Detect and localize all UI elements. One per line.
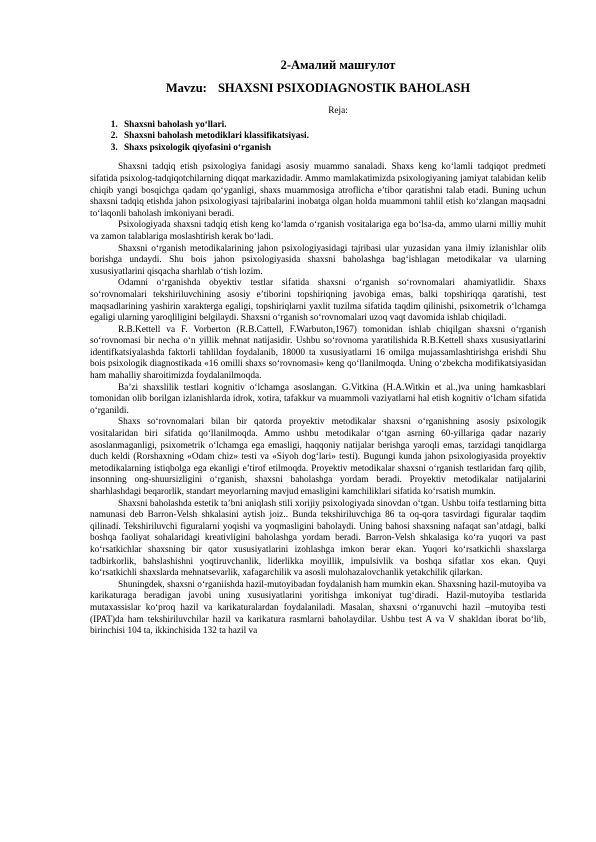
paragraph: Shaxs so‘rovnomalari bilan bir qatorda proyektiv metodikalar shaxsni o‘rganishning asosiy psixologik vositalaridan biri sifatida qo‘llanilmoqda. Ammo ushbu metodikalar o‘tgan asrning 60-yillariga qadar nazariy asoslanmaganligi, psixometrik o‘lchamga ega emasligi, haqqoniy natijalar berishga yaroqli emas, tarzidagi tanqidlarga duch keldi (Rorshaxning «Odam chiz» testi va «Siyoh dog‘lari» testi). Bugungi kunda jahon psixologiyasida proyektiv metodikalarning istiqbolga ega ekanligi e’tirof etilmoqda. Proyektiv metodikalar shaxsni o‘rganish testlaridan farq qilib, insonning ong-shuursizligini o‘rganish, shaxsni baholashga yordam beradi. Proyektiv metodikalar natijalarini sharhlashdagi beqarorlik, standart meyorlarning mavjud emasligini kamchiliklari sifatida ko‘rsatish mumkin. — [90, 417, 546, 497]
subject-label: Mavzu: — [165, 81, 207, 95]
plan-item: 1. Shaxsni baholash yo‘llari. — [120, 120, 546, 132]
subject-text: SHAXSNI PSIXODIAGNOSTIK BAHOLASH — [217, 81, 471, 95]
plan-heading: Reja: — [328, 106, 348, 116]
subject-line — [90, 81, 546, 96]
plan-item: 2. Shaxsni baholash metodiklari klassifikatsiyasi. — [120, 131, 546, 143]
paragraph: Shuningdek, shaxsni o‘rganiishda hazil-mutoyibadan foydalanish ham mumkin ekan. Shaxsning hazil-mutoyiba va karikaturaga beradigan javobi uning xususiyatlarini yoritishga imkoniyat tug‘diradi. Hazil-mutoyiba testlarida mutaxassislar ko‘proq hazil va karikaturalardan foydalaniladi. Masalan, shaxsni o‘rganuvchi hazil –mutoyiba testi (IPAT)da ham tekshiriluvchilar hazil va karikatura rasmlarni baholaydilar. Ushbu test A va V shakldan iborat bo‘lib, birinchisi 104 ta, ikkinchisida 132 ta hazil va — [90, 579, 546, 637]
body-text — [90, 162, 546, 637]
plan-list — [90, 120, 546, 155]
paragraph: Shaxsni baholashda estetik ta’bni aniqlash stili xorijiy psixologiyada sinovdan o‘tgan. Ushbu toifa testlarning bitta namunasi deb Barron-Velsh shkalasini aytish joiz.. Bunda tekshiriluvchiga 86 ta oq-qora tasvirdagi figuralar taqdim qilinadi. Tekshiriluvchi figuralarni yoqishi va yoqmasligini baholaydi. Uning bahosi shaxsning nafaqat san’atdagi, balki boshqa faoliyat sohalaridagi kreativligini baholashga yordam beradi. Barron-Velsh shkalasiga ko‘ra yuqori va past ko‘rsatkichlar shaxsning bir qator xususiyatlarini izohlashga imkon berar ekan. Yuqori ko‘rsatkichli shaxslarga tadbirkorlik, bahslashishni yoqtiruvchanlik, liderlikka moyillik, impulsivlik va boshqa sifatlar xos ekan. Quyi ko‘rsatkichli shaxslarda mehnatsevarlik, xafagarchilik va asosli mulohazalovchanlik yetakchilik qilarkan. — [90, 498, 546, 579]
paragraph: Ba’zi shaxslilik testlari kognitiv o‘lchamga asoslangan. G.Vitkina (H.A.Witkin et al.,)va uning hamkasblari tomonidan olib borilgan izlanishlarda idrok, xotira, tafakkur va muammoli vaziyatlarni hal etish kognitiv o‘lcham sifatida o‘rganildi. — [90, 382, 546, 416]
paragraph: Shaxsni tadqiq etish psixologiya fanidagi asosiy muammo sanaladi. Shaxs keng ko‘lamli tadqiqot predmeti sifatida psixolog-tadqiqotchilarning diqqat markazidadir. Ammo mamlakatimizda psixologiyaning jamiyat talabidan kelib chiqib yangi bosqichga qadam qo‘yganligi, shaxs muammosiga atroflicha e’tibor qaratishni talab etadi. Buning uchun shaxsni tadqiq etishda jahon psixologiyasi tajribalarini inobatga olgan holda muammoni tahlil etish ko‘zlangan maqsadni to‘laqonli baholash imkoniyani beradi. — [90, 162, 546, 219]
paragraph: Psixologiyada shaxsni tadqiq etish keng ko‘lamda o‘rganish vositalariga ega bo‘lsa-da, ammo ularni milliy muhit va zamon talablariga moslashtirish kerak bo‘ladi. — [90, 220, 546, 242]
paragraph: Shaxsni o‘rganish metodikalarining jahon psixologiyasidagi tajribasi ular yuzasidan yana ilmiy izlanishlar olib borishga undaydi. Shu bois jahon psixologiyasida shaxsni baholashga bag‘ishlagan metodikalar va ularning xususiyatlarini qisqacha sharhlab o‘tish lozim. — [90, 243, 546, 277]
paragraph: Odamni o‘rganishda obyektiv testlar sifatida shaxsni o‘rganish so‘rovnomalari ahamiyatlidir. Shaxs so‘rovnomalari tekshiriluvchining asosiy e’tiborini topshiriqning javobiga emas, balki topshiriqqa qaratishi, test maqsadlarining yashirin xarakterga egaligi, topshiriqlarni yaxlit tuzilma sifatida taqdim qilinishi, psixometrik o‘lchamga egaligi ularning yaroqliligini belgilaydi. Shaxsni o‘rganish so‘rovnomalari uzoq vaqt davomida ishlab chiqiladi. — [90, 278, 546, 324]
page-title: 2-Амалий машғулот — [280, 58, 396, 72]
paragraph: R.B.Kettell va F. Vorberton (R.B.Cattell, F.Warbuton,1967) tomonidan ishlab chiqilgan shaxsni o‘rganish so‘rovnomasi bir necha o‘n yillik mehnat natijasidir. Ushbu so‘rovnoma yaratilishida R.B.Kettell shaxs xususiyatlarini identifkatsiyalashda faktorli tahlildan foydalanib, 18000 ta xususiyatlarni 16 omilga mujassamlashtirishga erishdi Shu bois psixologik diagnostikada «16 omilli shaxs so‘rovnomasi» keng qo‘llanilmoqda. Uning o‘zbekcha modifikatsiyasidan ham mahalliy sharoitimizda foydalanilmoqda. — [90, 324, 546, 382]
plan-item: 3. Shaxs psixologik qiyofasini o‘rganish — [120, 143, 546, 155]
